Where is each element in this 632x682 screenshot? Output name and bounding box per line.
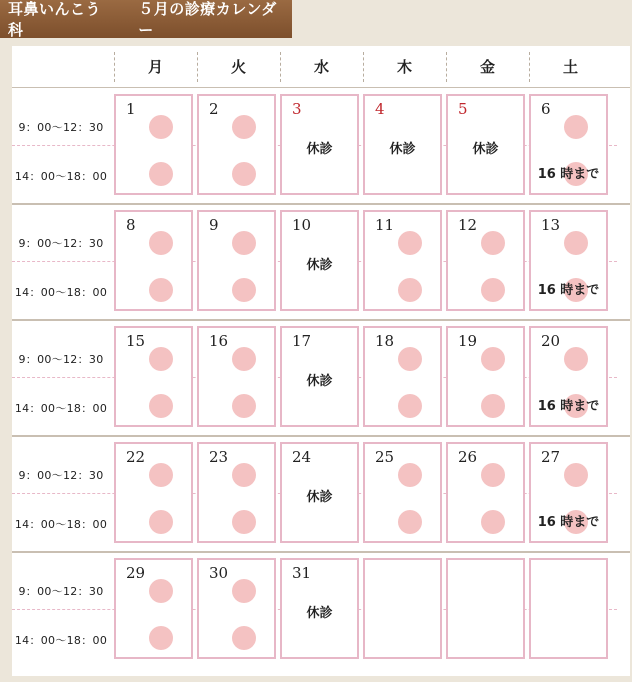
day-header-fri: 金	[479, 58, 495, 76]
day-cell	[197, 558, 276, 659]
until-16-label: 16 時まで	[537, 283, 600, 298]
until-16-label: 16 時まで	[537, 515, 600, 530]
open-marker	[149, 115, 173, 139]
open-marker	[398, 394, 422, 418]
day-header-sat: 土	[562, 58, 578, 76]
closed-label: 休診	[306, 606, 333, 621]
open-marker	[564, 347, 588, 371]
date-number: 26	[458, 448, 478, 466]
week-row	[12, 436, 630, 553]
afternoon-hours: 14：00～18：00	[14, 170, 108, 183]
open-marker	[149, 231, 173, 255]
closed-label: 休診	[306, 142, 333, 157]
morning-hours: 9：00～12：30	[18, 237, 104, 250]
day-cell	[529, 94, 608, 195]
open-marker	[481, 231, 505, 255]
open-marker	[481, 510, 505, 534]
afternoon-hours: 14：00～18：00	[14, 286, 108, 299]
open-marker	[149, 463, 173, 487]
day-cell	[114, 94, 193, 195]
open-marker	[232, 579, 256, 603]
morning-hours: 9：00～12：30	[18, 353, 104, 366]
day-header-tue: 火	[230, 58, 246, 76]
open-marker	[149, 347, 173, 371]
day-cell	[197, 210, 276, 311]
closed-label: 休診	[389, 142, 416, 157]
day-cell	[446, 94, 525, 195]
morning-hours: 9：00～12：30	[18, 585, 104, 598]
day-cell	[363, 94, 442, 195]
morning-hours: 9：00～12：30	[18, 121, 104, 134]
header-divider	[529, 52, 530, 82]
open-marker	[232, 626, 256, 650]
day-header-wed: 水	[313, 58, 329, 76]
day-cell	[446, 558, 525, 659]
header-divider	[363, 52, 364, 82]
calendar-name: ５月の診療カレンダー	[138, 0, 277, 39]
open-marker	[564, 115, 588, 139]
day-cell	[280, 210, 359, 311]
date-number: 19	[458, 332, 478, 350]
date-number: 15	[126, 332, 146, 350]
day-header-mon: 月	[147, 58, 163, 76]
day-cell	[114, 558, 193, 659]
open-marker	[481, 347, 505, 371]
date-number: 1	[126, 100, 136, 118]
open-marker	[481, 463, 505, 487]
open-marker	[149, 162, 173, 186]
date-number: 10	[292, 216, 312, 234]
date-number: 31	[292, 564, 312, 582]
open-marker	[232, 278, 256, 302]
open-marker	[232, 162, 256, 186]
date-number: 4	[375, 100, 385, 118]
day-cell	[114, 326, 193, 427]
date-number: 8	[126, 216, 136, 234]
day-cell	[529, 210, 608, 311]
afternoon-hours: 14：00～18：00	[14, 634, 108, 647]
open-marker	[232, 394, 256, 418]
day-cell	[363, 442, 442, 543]
clinic-name: 耳鼻いんこう科	[8, 0, 102, 39]
day-cell	[280, 442, 359, 543]
date-number: 22	[126, 448, 146, 466]
open-marker	[149, 278, 173, 302]
date-number: 5	[458, 100, 468, 118]
day-cell	[114, 210, 193, 311]
until-16-label: 16 時まで	[537, 167, 600, 182]
day-cell	[280, 94, 359, 195]
header-divider	[280, 52, 281, 82]
open-marker	[564, 231, 588, 255]
open-marker	[232, 347, 256, 371]
day-cell	[529, 326, 608, 427]
closed-label: 休診	[472, 142, 499, 157]
day-cell	[363, 558, 442, 659]
date-number: 6	[541, 100, 551, 118]
date-number: 25	[375, 448, 395, 466]
week-row	[12, 552, 630, 667]
open-marker	[398, 278, 422, 302]
header-divider	[446, 52, 447, 82]
open-marker	[398, 347, 422, 371]
date-number: 30	[209, 564, 229, 582]
closed-label: 休診	[306, 374, 333, 389]
date-number: 18	[375, 332, 395, 350]
week-row	[12, 204, 630, 321]
open-marker	[149, 510, 173, 534]
day-cell	[280, 326, 359, 427]
date-number: 3	[292, 100, 302, 118]
date-number: 29	[126, 564, 146, 582]
open-marker	[564, 463, 588, 487]
open-marker	[398, 510, 422, 534]
date-number: 11	[375, 216, 395, 234]
date-number: 9	[209, 216, 219, 234]
weekday-header	[12, 46, 630, 88]
day-cell	[446, 442, 525, 543]
calendar-panel	[12, 46, 630, 676]
afternoon-hours: 14：00～18：00	[14, 518, 108, 531]
date-number: 2	[209, 100, 219, 118]
date-number: 16	[209, 332, 229, 350]
date-number: 24	[292, 448, 312, 466]
date-number: 23	[209, 448, 229, 466]
header-divider	[197, 52, 198, 82]
day-cell	[446, 326, 525, 427]
day-cell	[114, 442, 193, 543]
date-number: 17	[292, 332, 312, 350]
day-cell	[280, 558, 359, 659]
open-marker	[398, 231, 422, 255]
afternoon-hours: 14：00～18：00	[14, 402, 108, 415]
day-cell	[197, 442, 276, 543]
open-marker	[149, 579, 173, 603]
date-number: 13	[541, 216, 561, 234]
day-cell	[197, 94, 276, 195]
open-marker	[398, 463, 422, 487]
day-cell	[529, 442, 608, 543]
morning-hours: 9：00～12：30	[18, 469, 104, 482]
until-16-label: 16 時まで	[537, 399, 600, 414]
open-marker	[149, 394, 173, 418]
day-cell	[446, 210, 525, 311]
week-row	[12, 320, 630, 437]
open-marker	[481, 394, 505, 418]
open-marker	[232, 463, 256, 487]
date-number: 12	[458, 216, 478, 234]
day-cell	[197, 326, 276, 427]
header-divider	[114, 52, 115, 82]
open-marker	[481, 278, 505, 302]
date-number: 20	[541, 332, 561, 350]
open-marker	[232, 115, 256, 139]
week-row	[12, 88, 630, 205]
day-header-thu: 木	[396, 58, 412, 76]
closed-label: 休診	[306, 490, 333, 505]
open-marker	[232, 510, 256, 534]
open-marker	[149, 626, 173, 650]
day-cell	[363, 326, 442, 427]
closed-label: 休診	[306, 258, 333, 273]
day-cell	[529, 558, 608, 659]
calendar-title	[0, 0, 292, 38]
date-number: 27	[541, 448, 561, 466]
open-marker	[232, 231, 256, 255]
day-cell	[363, 210, 442, 311]
